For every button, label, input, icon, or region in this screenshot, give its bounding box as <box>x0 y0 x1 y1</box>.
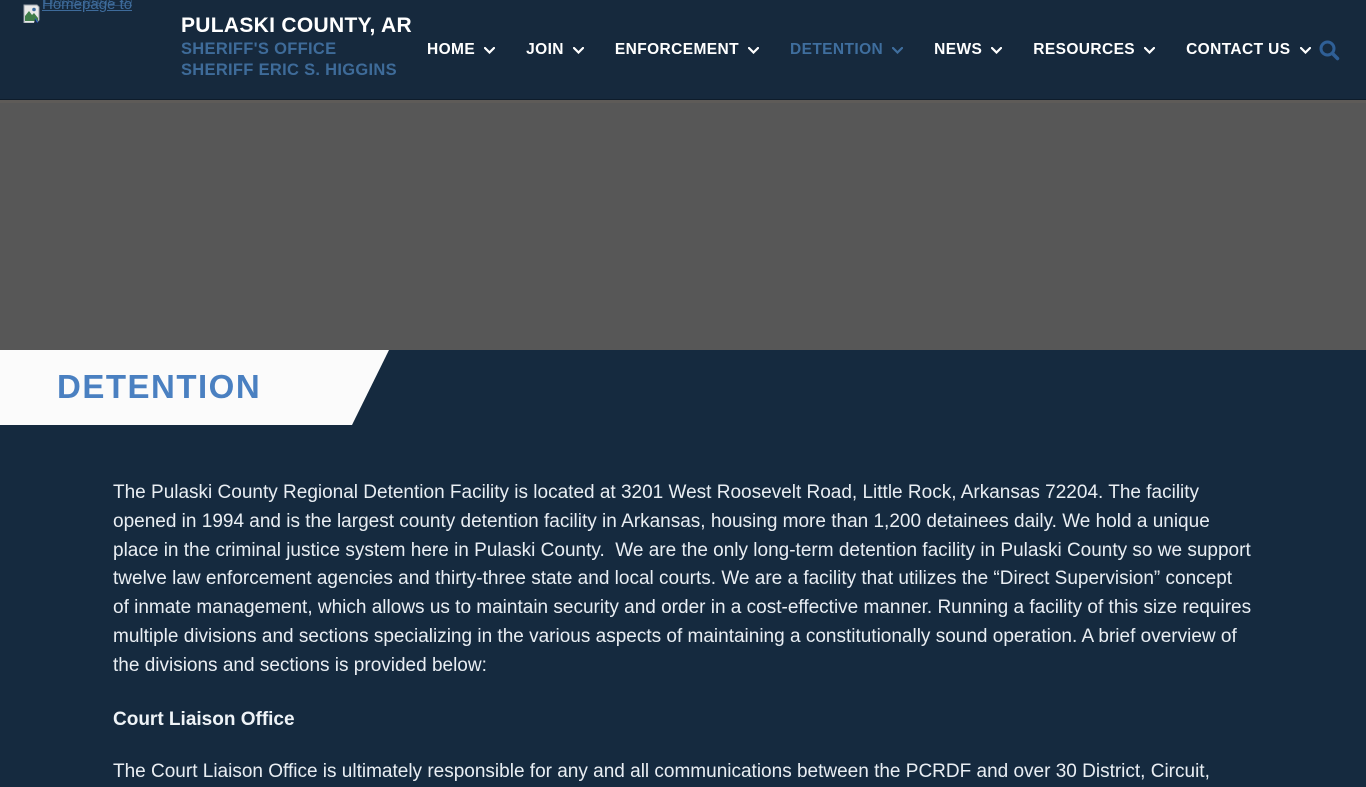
logo-alt-text: Homepage to <box>42 0 133 13</box>
nav-item-join-label: JOIN <box>526 41 564 58</box>
chevron-down-icon <box>1144 47 1155 54</box>
intro-paragraph: The Pulaski County Regional Detention Facility is located at 3201 West Roosevelt Road, Little Rock, Arkansas 72204. The facility opened in 1994 and is the largest county detention facility in Arkansas, housing more than 1,200 detainees daily. We hold a unique place in the criminal justice system here in Pulaski County. We are the only long-term detention facility in Pulaski County so we support twelve law enforcement agencies and thirty-three state and local courts. We are a facility that utilizes the “Direct Supervision” concept of inmate management, which allows us to maintain security and order in a cost-effective manner. Running a facility of this size requires multiple divisions and sections specializing in the various aspects of maintaining a constitutionally sound operation. A brief overview of the divisions and sections is provided below: <box>113 482 1252 676</box>
chevron-down-icon <box>484 47 495 54</box>
logo-broken-image-link[interactable] <box>23 0 132 26</box>
brand-subtitle-office: SHERIFF'S OFFICE <box>181 40 337 58</box>
page-content <box>0 425 1366 787</box>
section-body-court-liaison: The Court Liaison Office is ultimately responsible for any and all communications between the PCRDF and over 30 District, Circuit, <box>113 761 1210 783</box>
search-button[interactable] <box>1318 39 1340 61</box>
nav-item-home-label: HOME <box>427 41 476 58</box>
chevron-down-icon <box>1300 47 1311 54</box>
nav-item-contact-us[interactable] <box>1186 41 1310 59</box>
section-heading-court-liaison: Court Liaison Office <box>113 709 295 731</box>
page-title-banner <box>0 350 1366 425</box>
nav-item-detention[interactable] <box>790 41 903 59</box>
nav-item-resources[interactable] <box>1033 41 1155 59</box>
nav-item-enforcement[interactable] <box>615 41 759 59</box>
nav-item-enforcement-label: ENFORCEMENT <box>614 41 739 58</box>
nav-item-resources-label: RESOURCES <box>1033 41 1136 58</box>
brand-block <box>181 15 412 82</box>
search-icon <box>1318 39 1340 61</box>
site-header <box>0 0 1366 100</box>
broken-image-icon <box>23 4 40 23</box>
nav-item-news-label: NEWS <box>934 41 983 58</box>
hero-image-placeholder <box>0 100 1366 350</box>
nav-item-home[interactable] <box>427 41 495 59</box>
nav-item-detention-label: DETENTION <box>789 41 884 58</box>
chevron-down-icon <box>748 47 759 54</box>
chevron-down-icon <box>892 47 903 54</box>
brand-subtitle-sheriff: SHERIFF ERIC S. HIGGINS <box>181 60 397 79</box>
page-title: DETENTION <box>57 367 262 405</box>
chevron-down-icon <box>573 47 584 54</box>
main-nav <box>427 0 1311 100</box>
nav-item-join[interactable] <box>526 41 584 59</box>
nav-item-contact-us-label: CONTACT US <box>1186 41 1291 58</box>
brand-title: PULASKI COUNTY, AR <box>181 14 412 37</box>
chevron-down-icon <box>991 47 1002 54</box>
nav-item-news[interactable] <box>934 41 1002 59</box>
